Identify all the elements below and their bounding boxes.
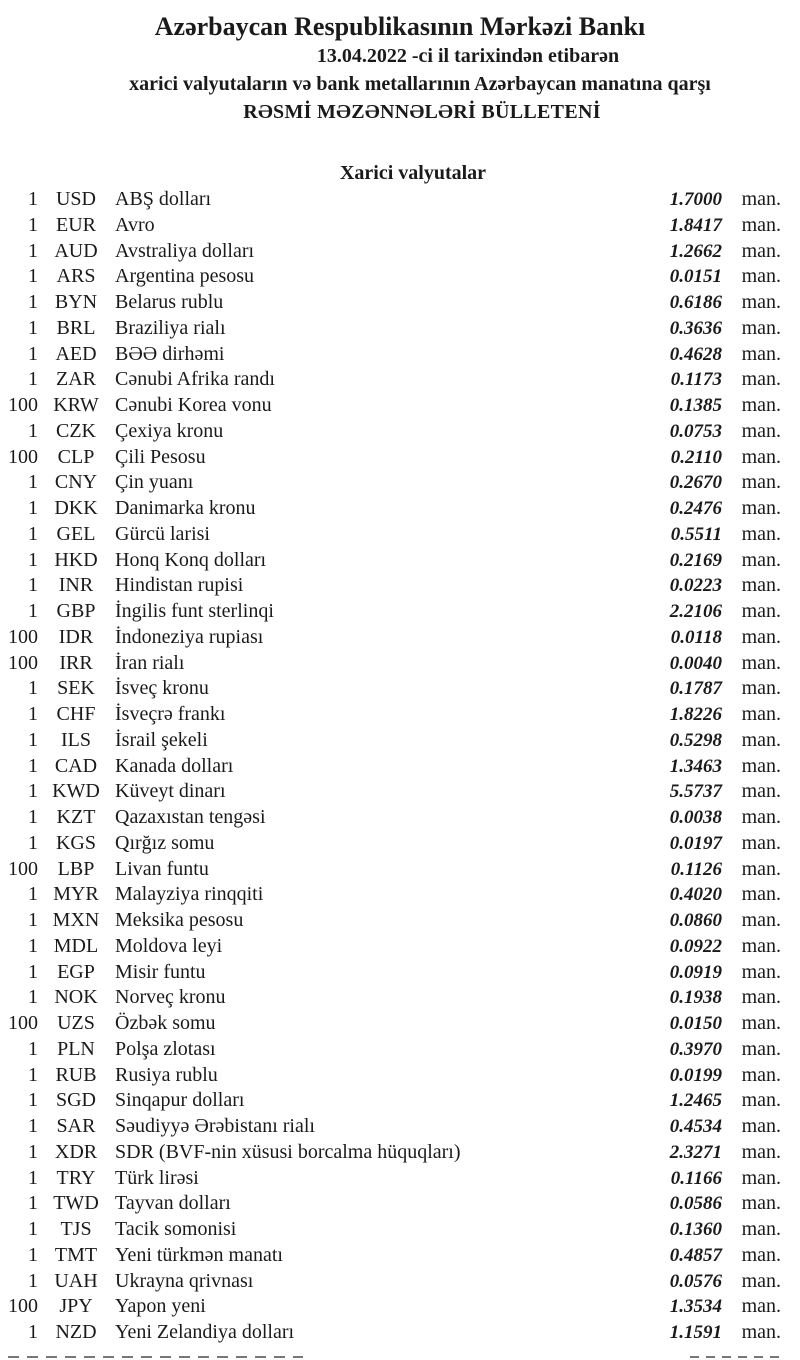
currency-quantity: 100 bbox=[8, 857, 38, 880]
currency-code: SAR bbox=[56, 1115, 96, 1137]
currency-quantity: 1 bbox=[28, 188, 38, 210]
currency-name: Danimarka kronu bbox=[115, 497, 256, 519]
currency-name: Qazaxıstan tengəsi bbox=[115, 806, 266, 828]
unit-label: man. bbox=[741, 1063, 781, 1086]
rate-row bbox=[0, 882, 800, 908]
exchange-rates-table bbox=[0, 187, 800, 1346]
unit-label: man. bbox=[741, 831, 781, 854]
currency-quantity: 1 bbox=[28, 213, 38, 236]
currency-code: ILS bbox=[61, 728, 91, 751]
currency-quantity: 1 bbox=[28, 265, 38, 288]
currency-quantity: 1 bbox=[28, 1089, 38, 1112]
currency-code: EUR bbox=[56, 213, 96, 236]
currency-code: ARS bbox=[56, 265, 96, 288]
currency-quantity: 1 bbox=[28, 239, 38, 262]
currency-code: CZK bbox=[56, 419, 96, 442]
unit-label: man. bbox=[741, 265, 781, 288]
currency-quantity: 100 bbox=[8, 445, 38, 468]
currency-code: BRL bbox=[56, 316, 96, 339]
currency-code: MDL bbox=[53, 934, 99, 957]
rate-value: 0.2670 bbox=[669, 472, 722, 494]
bulletin-page bbox=[0, 12, 800, 1360]
currency-quantity: 1 bbox=[28, 291, 38, 313]
currency-quantity: 1 bbox=[28, 780, 38, 803]
rate-value: 0.0922 bbox=[669, 935, 722, 957]
rate-value: 1.2465 bbox=[669, 1090, 722, 1112]
unit-label: man. bbox=[741, 1089, 781, 1112]
unit-label: man. bbox=[741, 368, 781, 391]
rate-row bbox=[0, 1114, 800, 1140]
unit-label: man. bbox=[741, 342, 781, 365]
unit-label: man. bbox=[741, 754, 781, 777]
currency-name: Malayziya rinqqiti bbox=[115, 883, 264, 906]
currency-code: TRY bbox=[56, 1166, 96, 1189]
rate-value: 0.4534 bbox=[669, 1116, 722, 1137]
currency-code: MYR bbox=[53, 883, 99, 906]
unit-label: man. bbox=[741, 291, 781, 313]
unit-label: man. bbox=[741, 1321, 781, 1343]
currency-quantity: 1 bbox=[28, 909, 38, 931]
currency-quantity: 1 bbox=[28, 548, 38, 571]
currency-quantity: 1 bbox=[28, 754, 38, 777]
rate-value: 0.0860 bbox=[669, 910, 722, 931]
currency-name: Səudiyyə Ərəbistanı rialı bbox=[115, 1115, 315, 1137]
currency-name: Polşa zlotası bbox=[115, 1037, 216, 1060]
unit-label: man. bbox=[741, 522, 781, 545]
rate-row bbox=[0, 393, 800, 419]
rate-row bbox=[0, 985, 800, 1011]
currency-quantity: 1 bbox=[28, 1037, 38, 1060]
unit-label: man. bbox=[741, 677, 781, 700]
unit-label: man. bbox=[741, 1166, 781, 1189]
rate-value: 0.2476 bbox=[669, 498, 722, 519]
rate-row bbox=[0, 1320, 800, 1346]
rate-value: 0.1938 bbox=[669, 987, 722, 1009]
unit-label: man. bbox=[741, 986, 781, 1009]
rate-row bbox=[0, 831, 800, 857]
rate-row bbox=[0, 470, 800, 496]
currency-name: Tayvan dolları bbox=[115, 1192, 231, 1215]
currency-name: Ukrayna qrivnası bbox=[115, 1269, 254, 1292]
rate-row bbox=[0, 1269, 800, 1295]
currency-name: Argentina pesosu bbox=[115, 265, 255, 288]
unit-label: man. bbox=[741, 1295, 781, 1318]
unit-label: man. bbox=[741, 213, 781, 236]
rate-value: 0.0199 bbox=[669, 1064, 722, 1086]
rate-row bbox=[0, 573, 800, 599]
currency-name: Kanada dolları bbox=[115, 754, 234, 777]
unit-label: man. bbox=[741, 419, 781, 442]
currency-code: SGD bbox=[55, 1089, 96, 1112]
rate-row bbox=[0, 625, 800, 651]
currency-quantity: 100 bbox=[8, 625, 38, 648]
rate-row bbox=[0, 651, 800, 677]
unit-label: man. bbox=[741, 239, 781, 262]
rate-value: 0.1360 bbox=[669, 1219, 722, 1240]
rate-value: 0.0586 bbox=[669, 1193, 722, 1215]
currency-name: Braziliya rialı bbox=[115, 316, 226, 339]
rate-value: 0.6186 bbox=[669, 292, 722, 313]
rate-row bbox=[0, 1294, 800, 1320]
currency-code: IRR bbox=[59, 651, 93, 674]
currency-name: İngilis funt sterlinqi bbox=[115, 600, 274, 622]
rate-row bbox=[0, 702, 800, 728]
currency-code: CNY bbox=[54, 471, 98, 494]
rate-value: 0.0150 bbox=[669, 1013, 722, 1034]
rate-value: 0.4020 bbox=[669, 884, 722, 906]
rate-row bbox=[0, 1217, 800, 1243]
rate-row bbox=[0, 1140, 800, 1166]
rate-row bbox=[0, 934, 800, 960]
currency-code: RUB bbox=[55, 1063, 97, 1086]
unit-label: man. bbox=[741, 883, 781, 906]
currency-quantity: 1 bbox=[28, 806, 38, 828]
unit-label: man. bbox=[741, 1012, 781, 1034]
currency-name: Özbək somu bbox=[115, 1012, 216, 1034]
bulletin-title: RƏSMİ MƏZƏNNƏLƏRİ BÜLLETENİ bbox=[243, 101, 601, 123]
unit-label: man. bbox=[741, 806, 781, 828]
unit-label: man. bbox=[741, 574, 781, 597]
currency-quantity: 1 bbox=[28, 1321, 38, 1343]
unit-label: man. bbox=[741, 497, 781, 519]
rate-value: 0.1126 bbox=[670, 858, 722, 880]
rate-row bbox=[0, 1037, 800, 1063]
unit-label: man. bbox=[741, 471, 781, 494]
rate-value: 0.5298 bbox=[669, 729, 722, 751]
unit-label: man. bbox=[741, 394, 781, 416]
rate-row bbox=[0, 599, 800, 625]
currency-code: CLP bbox=[57, 445, 95, 468]
unit-label: man. bbox=[741, 1192, 781, 1215]
rate-value: 1.1591 bbox=[669, 1322, 722, 1343]
unit-label: man. bbox=[741, 445, 781, 468]
currency-name: Hindistan rupisi bbox=[115, 574, 244, 597]
rate-value: 0.0040 bbox=[669, 652, 722, 674]
unit-label: man. bbox=[741, 857, 781, 880]
rate-row bbox=[0, 419, 800, 445]
rate-row bbox=[0, 367, 800, 393]
unit-label: man. bbox=[741, 703, 781, 725]
currency-name: İsrail şekeli bbox=[115, 728, 208, 751]
rate-row bbox=[0, 290, 800, 316]
rate-value: 5.5737 bbox=[669, 781, 722, 803]
currency-name: Gürcü larisi bbox=[115, 522, 210, 545]
unit-label: man. bbox=[741, 188, 781, 210]
rate-value: 1.3463 bbox=[669, 755, 722, 777]
currency-quantity: 1 bbox=[28, 960, 38, 983]
currency-name: Çexiya kronu bbox=[115, 419, 224, 442]
unit-label: man. bbox=[741, 316, 781, 339]
currency-name: SDR (BVF-nin xüsusi borcalma hüquqları) bbox=[115, 1140, 461, 1163]
currency-quantity: 1 bbox=[28, 574, 38, 597]
currency-code: JPY bbox=[59, 1295, 93, 1318]
currency-name: Belarus rublu bbox=[115, 291, 224, 313]
unit-label: man. bbox=[741, 728, 781, 751]
currency-code: ZAR bbox=[56, 368, 96, 391]
currency-quantity: 1 bbox=[28, 497, 38, 519]
currency-quantity: 1 bbox=[28, 368, 38, 391]
currency-quantity: 1 bbox=[28, 419, 38, 442]
currency-name: Qırğız somu bbox=[115, 831, 215, 854]
rate-value: 1.7000 bbox=[669, 189, 722, 210]
currency-name: Avstraliya dolları bbox=[115, 239, 255, 262]
currency-code: PLN bbox=[57, 1037, 95, 1060]
rate-row bbox=[0, 522, 800, 548]
currency-quantity: 1 bbox=[28, 728, 38, 751]
currency-code: USD bbox=[55, 188, 96, 210]
currency-code: CAD bbox=[54, 754, 98, 777]
rate-value: 0.0223 bbox=[669, 575, 722, 597]
rate-row bbox=[0, 1166, 800, 1192]
rate-row bbox=[0, 1063, 800, 1089]
rate-value: 1.3534 bbox=[669, 1296, 722, 1318]
rate-value: 0.0919 bbox=[669, 961, 722, 983]
rate-value: 0.1166 bbox=[670, 1167, 722, 1189]
currency-quantity: 1 bbox=[28, 934, 38, 957]
currency-code: TWD bbox=[53, 1192, 99, 1215]
rate-value: 0.1385 bbox=[669, 395, 722, 416]
rate-value: 0.0576 bbox=[669, 1270, 722, 1292]
currency-code: NZD bbox=[55, 1321, 97, 1343]
rate-row bbox=[0, 676, 800, 702]
currency-quantity: 100 bbox=[8, 394, 38, 416]
currency-quantity: 1 bbox=[28, 1140, 38, 1163]
rate-row bbox=[0, 754, 800, 780]
currency-name: BƏƏ dirhəmi bbox=[115, 342, 225, 365]
currency-code: TJS bbox=[60, 1218, 92, 1240]
currency-name: Türk lirəsi bbox=[115, 1166, 199, 1189]
currency-quantity: 1 bbox=[28, 986, 38, 1009]
currency-quantity: 1 bbox=[28, 600, 38, 622]
currency-quantity: 1 bbox=[28, 1115, 38, 1137]
rate-value: 0.0151 bbox=[669, 266, 722, 288]
currency-code: KRW bbox=[53, 394, 99, 416]
rate-value: 0.2169 bbox=[669, 549, 722, 571]
currency-code: KGS bbox=[55, 831, 96, 854]
rate-value: 0.0197 bbox=[669, 832, 722, 854]
currency-name: Sinqapur dolları bbox=[115, 1089, 245, 1112]
currency-name: Küveyt dinarı bbox=[115, 780, 226, 803]
currency-code: KZT bbox=[56, 806, 96, 828]
rate-row bbox=[0, 857, 800, 883]
currency-quantity: 1 bbox=[28, 1063, 38, 1086]
currency-code: GEL bbox=[56, 522, 96, 545]
unit-label: man. bbox=[741, 651, 781, 674]
currency-code: DKK bbox=[54, 497, 98, 519]
rate-value: 0.0753 bbox=[669, 420, 722, 442]
currency-code: GBP bbox=[56, 600, 96, 622]
currency-code: MXN bbox=[52, 909, 100, 931]
rate-row bbox=[0, 264, 800, 290]
rate-row bbox=[0, 548, 800, 574]
currency-code: NOK bbox=[54, 986, 98, 1009]
rate-value: 0.4628 bbox=[669, 343, 722, 365]
rate-row bbox=[0, 908, 800, 934]
currency-code: TMT bbox=[54, 1243, 98, 1266]
unit-label: man. bbox=[741, 780, 781, 803]
rate-value: 1.8226 bbox=[669, 704, 722, 725]
section-title-foreign-currencies: Xarici valyutalar bbox=[339, 162, 487, 184]
rate-value: 0.5511 bbox=[670, 523, 722, 545]
currency-quantity: 1 bbox=[28, 1166, 38, 1189]
rate-row bbox=[0, 805, 800, 831]
rate-value: 1.8417 bbox=[669, 214, 722, 236]
currency-name: Norveç kronu bbox=[115, 986, 226, 1009]
currency-code: LBP bbox=[57, 857, 95, 880]
currency-code: BYN bbox=[54, 291, 98, 313]
currency-name: İran rialı bbox=[115, 651, 185, 674]
subject-line: xarici valyutaların və bank metallarının Azərbaycan manatına qarşı bbox=[129, 73, 711, 95]
currency-name: Rusiya rublu bbox=[115, 1063, 218, 1086]
currency-code: IDR bbox=[58, 625, 94, 648]
currency-quantity: 100 bbox=[8, 651, 38, 674]
rate-row bbox=[0, 779, 800, 805]
rate-row bbox=[0, 316, 800, 342]
rate-value: 0.0038 bbox=[669, 807, 722, 828]
currency-name: ABŞ dolları bbox=[115, 188, 212, 210]
currency-name: Yeni türkmən manatı bbox=[115, 1243, 283, 1266]
currency-code: HKD bbox=[54, 548, 98, 571]
rate-value: 1.2662 bbox=[669, 240, 722, 262]
rate-value: 2.2106 bbox=[669, 601, 722, 622]
rate-row bbox=[0, 960, 800, 986]
currency-quantity: 1 bbox=[28, 1218, 38, 1240]
unit-label: man. bbox=[741, 1140, 781, 1163]
currency-name: Avro bbox=[115, 213, 155, 236]
currency-quantity: 1 bbox=[28, 316, 38, 339]
unit-label: man. bbox=[741, 934, 781, 957]
unit-label: man. bbox=[741, 625, 781, 648]
unit-label: man. bbox=[741, 909, 781, 931]
rate-row bbox=[0, 239, 800, 265]
rate-row bbox=[0, 496, 800, 522]
currency-name: Misir funtu bbox=[115, 960, 206, 983]
rate-row bbox=[0, 213, 800, 239]
rate-row bbox=[0, 728, 800, 754]
currency-code: UZS bbox=[57, 1012, 95, 1034]
currency-quantity: 1 bbox=[28, 677, 38, 700]
unit-label: man. bbox=[741, 960, 781, 983]
currency-name: Meksika pesosu bbox=[115, 909, 244, 931]
currency-quantity: 1 bbox=[28, 883, 38, 906]
effective-date-line: 13.04.2022 -ci il tarixindən etibarən bbox=[316, 45, 620, 67]
rate-value: 2.3271 bbox=[669, 1141, 722, 1163]
currency-code: CHF bbox=[56, 703, 96, 725]
rate-row bbox=[0, 342, 800, 368]
currency-code: EGP bbox=[57, 960, 95, 983]
rate-row bbox=[0, 1191, 800, 1217]
rate-value: 0.1173 bbox=[670, 369, 722, 391]
cutoff-next-row-fragments bbox=[0, 1356, 800, 1360]
currency-quantity: 1 bbox=[28, 1243, 38, 1266]
currency-quantity: 1 bbox=[28, 1269, 38, 1292]
rate-row bbox=[0, 1088, 800, 1114]
unit-label: man. bbox=[741, 548, 781, 571]
currency-name: Cənubi Korea vonu bbox=[115, 394, 272, 416]
rate-value: 0.3970 bbox=[669, 1038, 722, 1060]
currency-quantity: 1 bbox=[28, 522, 38, 545]
rate-row bbox=[0, 445, 800, 471]
currency-name: Çin yuanı bbox=[115, 471, 194, 494]
currency-code: XDR bbox=[54, 1140, 98, 1163]
rate-value: 0.4857 bbox=[669, 1244, 722, 1266]
currency-name: Cənubi Afrika randı bbox=[115, 368, 275, 391]
rate-value: 0.3636 bbox=[669, 317, 722, 339]
rate-row bbox=[0, 187, 800, 213]
currency-quantity: 1 bbox=[28, 471, 38, 494]
currency-quantity: 1 bbox=[28, 1192, 38, 1215]
currency-name: İsveç kronu bbox=[115, 677, 209, 700]
currency-code: INR bbox=[58, 574, 94, 597]
rate-value: 0.0118 bbox=[670, 626, 722, 648]
currency-quantity: 100 bbox=[8, 1012, 38, 1034]
rate-value: 0.1787 bbox=[669, 678, 722, 700]
currency-name: Honq Konq dolları bbox=[115, 548, 267, 571]
currency-name: Yapon yeni bbox=[115, 1295, 206, 1318]
currency-code: SEK bbox=[57, 677, 95, 700]
currency-quantity: 1 bbox=[28, 703, 38, 725]
unit-label: man. bbox=[741, 600, 781, 622]
unit-label: man. bbox=[741, 1037, 781, 1060]
currency-name: Yeni Zelandiya dolları bbox=[115, 1321, 295, 1343]
currency-name: Tacik somonisi bbox=[115, 1218, 237, 1240]
currency-quantity: 1 bbox=[28, 342, 38, 365]
unit-label: man. bbox=[741, 1243, 781, 1266]
currency-quantity: 100 bbox=[8, 1295, 38, 1318]
rate-value: 0.2110 bbox=[670, 446, 722, 468]
currency-code: AUD bbox=[54, 239, 98, 262]
rate-row bbox=[0, 1011, 800, 1037]
currency-code: KWD bbox=[52, 780, 100, 803]
currency-name: İndoneziya rupiası bbox=[115, 625, 264, 648]
currency-name: Moldova leyi bbox=[115, 934, 223, 957]
unit-label: man. bbox=[741, 1115, 781, 1137]
unit-label: man. bbox=[741, 1269, 781, 1292]
currency-quantity: 1 bbox=[28, 831, 38, 854]
currency-name: Livan funtu bbox=[115, 857, 209, 880]
currency-name: Çili Pesosu bbox=[115, 445, 206, 468]
currency-name: İsveçrə frankı bbox=[115, 703, 226, 725]
unit-label: man. bbox=[741, 1218, 781, 1240]
rate-row bbox=[0, 1243, 800, 1269]
bank-name-title: Azərbaycan Respublikasının Mərkəzi Bankı bbox=[154, 12, 646, 41]
currency-code: AED bbox=[55, 342, 97, 365]
currency-code: UAH bbox=[54, 1269, 98, 1292]
